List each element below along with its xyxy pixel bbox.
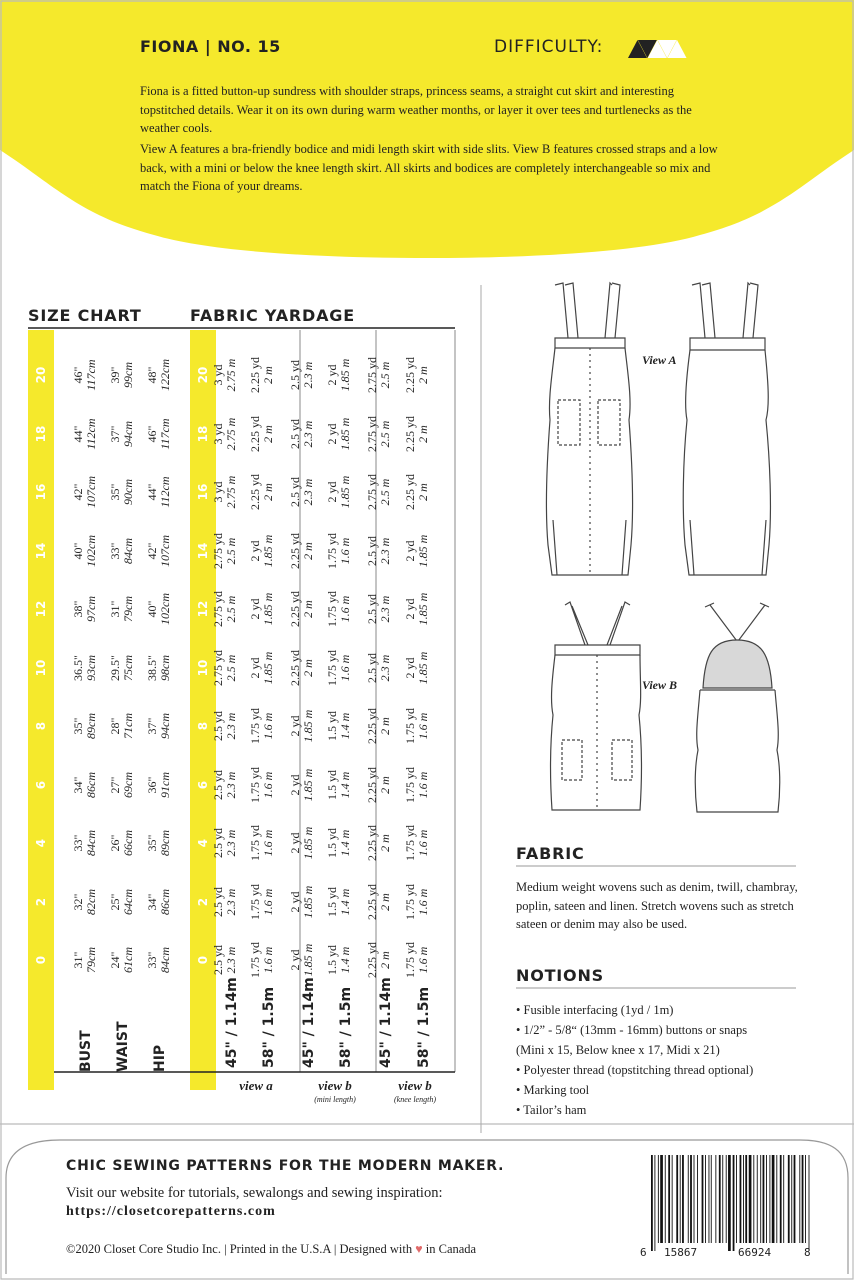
notion-item: (Mini x 15, Below knee x 17, Midi x 21): [516, 1043, 720, 1057]
barcode-bar: [805, 1155, 806, 1243]
yardage-value: 2 yd 1.85 m: [403, 534, 430, 567]
measurement-value: 42" 107cm: [71, 476, 98, 508]
yardage-value: 2.5 yd 2.3 m: [365, 535, 392, 566]
size-label: 14: [196, 542, 210, 559]
yardage-value: 1.75 yd 1.6 m: [248, 766, 275, 803]
size-label: 6: [196, 780, 210, 789]
view-a-back-illustration: [683, 283, 770, 575]
yardage-value: 2 yd 1.85 m: [248, 592, 275, 626]
size-label: 4: [196, 838, 210, 848]
barcode-bar: [688, 1155, 689, 1243]
fabric-description: Medium weight wovens such as denim, twill, chambray, poplin, sateen and linen. Stretch wovens such as stretch sateen or denim may also be used.: [516, 880, 798, 931]
intro-paragraph-2: View A features a bra-friendly bodice and midi length skirt with side slits. View B features crossed straps and a low back, with a mini or below the knee length skirt. All skirts and bodices are completely interchangeable so mix and match the Fiona of your dreams.: [140, 142, 718, 193]
fabric-width-label: 58" / 1.5m: [338, 986, 354, 1068]
barcode-bar: [658, 1155, 659, 1243]
measurement-label: WAIST: [115, 1021, 131, 1072]
yardage-value: 1.75 yd 1.6 m: [325, 532, 352, 569]
yardage-value: 2 yd 1.85 m: [248, 534, 275, 567]
size-label: 16: [34, 483, 48, 501]
difficulty-icon: [628, 40, 687, 58]
measurement-value: 29.5" 75cm: [108, 654, 135, 681]
barcode-bar: [665, 1155, 666, 1243]
barcode-digit-1: 6: [640, 1246, 647, 1259]
yardage-value: 2.25 yd 2 m: [248, 357, 275, 393]
measurement-value: 38.5" 98cm: [145, 654, 172, 681]
barcode-bar: [753, 1155, 754, 1243]
barcode-bar: [783, 1155, 784, 1243]
measurement-value: 40" 102cm: [71, 534, 98, 567]
yardage-value: 1.75 yd 1.6 m: [403, 708, 430, 744]
yardage-value: 2.25 yd 2 m: [365, 708, 392, 744]
measurement-value: 25" 64cm: [108, 888, 135, 915]
barcode-bar: [728, 1155, 731, 1251]
yardage-value: 1.75 yd 1.6 m: [403, 942, 430, 978]
yardage-value: 2 yd 1.85 m: [288, 943, 315, 977]
heart-icon: ♥: [415, 1242, 423, 1256]
measurement-value: 31" 79cm: [108, 596, 135, 622]
barcode-digit-group-1: 15867: [664, 1246, 698, 1259]
footer-copyright: [66, 1242, 476, 1257]
size-label: 14: [34, 542, 48, 559]
yardage-value: 2.75 yd 2.5 m: [211, 532, 238, 569]
barcode-bar: [697, 1155, 698, 1243]
measurement-value: 34" 86cm: [71, 771, 98, 798]
yardage-value: 2.25 yd 2 m: [288, 649, 315, 686]
barcode: [651, 1155, 809, 1251]
measurement-value: 35" 89cm: [71, 713, 98, 739]
barcode-bar: [788, 1155, 790, 1243]
footer-tagline: CHIC SEWING PATTERNS FOR THE MODERN MAKER.: [66, 1158, 505, 1174]
yardage-value: 2.75 yd 2.5 m: [211, 591, 238, 627]
yardage-value: 2.25 yd 2 m: [365, 766, 392, 803]
barcode-bar: [763, 1155, 765, 1243]
yardage-value: 2.75 yd 2.5 m: [365, 415, 392, 452]
size-label: 10: [196, 659, 210, 676]
view-column-label: view a: [239, 1078, 273, 1093]
yardage-value: 2.25 yd 2 m: [248, 415, 275, 452]
yardage-value: 1.5 yd 1.4 m: [325, 886, 352, 917]
size-label: 20: [34, 366, 48, 384]
notion-item: • Marking tool: [516, 1083, 590, 1097]
yardage-value: 2.5 yd 2.3 m: [211, 769, 238, 800]
yardage-value: 2.5 yd 2.3 m: [365, 652, 392, 683]
yardage-value: 2 yd 1.85 m: [248, 651, 275, 684]
measurement-value: 33" 84cm: [71, 830, 98, 856]
fabric-width-label: 58" / 1.5m: [416, 986, 432, 1068]
measurement-value: 26" 66cm: [108, 830, 135, 856]
size-label: 8: [34, 721, 48, 731]
canada-text: in Canada: [425, 1242, 477, 1256]
measurement-value: 48" 122cm: [145, 359, 172, 391]
size-label: 12: [34, 600, 48, 618]
barcode-bar: [694, 1155, 695, 1243]
yardage-value: 1.75 yd 1.6 m: [248, 883, 275, 920]
view-b-front-illustration: [551, 602, 642, 810]
yardage-value: 1.75 yd 1.6 m: [403, 766, 430, 803]
barcode-bar: [682, 1155, 684, 1243]
yardage-value: 2.75 yd 2.5 m: [365, 474, 392, 510]
yardage-value: 2 yd 1.85 m: [288, 826, 315, 860]
measurement-value: 33" 84cm: [145, 947, 172, 973]
measurement-value: 35" 89cm: [145, 830, 172, 856]
barcode-bar: [702, 1155, 704, 1243]
measurement-value: 38" 97cm: [71, 596, 98, 622]
footer-visit-text: Visit our website for tutorials, sewalongs and sewing inspiration:: [66, 1185, 443, 1201]
yardage-value: 1.5 yd 1.4 m: [325, 769, 352, 800]
yardage-value: 2.75 yd 2.5 m: [365, 357, 392, 393]
size-label: 16: [196, 483, 210, 501]
barcode-bar: [757, 1155, 758, 1243]
barcode-bar: [736, 1155, 737, 1243]
yardage-value: 1.75 yd 1.6 m: [403, 883, 430, 920]
size-label: 18: [196, 425, 210, 442]
view-a-front-illustration: [547, 283, 633, 575]
yardage-value: 2 yd 1.85 m: [325, 475, 352, 509]
notions-list: [516, 1000, 816, 1120]
view-column-sublabel: (mini length): [314, 1095, 356, 1104]
yardage-value: 2.5 yd 2.3 m: [365, 594, 392, 624]
yardage-value: 2.5 yd 2.3 m: [211, 828, 238, 858]
yardage-value: 2.5 yd 2.3 m: [211, 945, 238, 975]
measurement-value: 40" 102cm: [145, 593, 172, 625]
size-label: 18: [34, 425, 48, 442]
view-b-label: View B: [642, 678, 678, 692]
barcode-bar: [780, 1155, 782, 1243]
yardage-value: 2 yd 1.85 m: [288, 768, 315, 801]
measurement-value: 44" 112cm: [71, 417, 98, 450]
yardage-value: 2.25 yd 2 m: [248, 474, 275, 510]
size-label: 4: [34, 838, 48, 848]
barcode-bar: [733, 1155, 735, 1251]
yardage-value: 2.25 yd 2 m: [365, 883, 392, 920]
measurement-value: 27" 69cm: [108, 771, 135, 798]
copyright-text: ©2020 Closet Core Studio Inc. | Printed in the U.S.A | Designed with: [66, 1242, 413, 1256]
barcode-bar: [715, 1155, 716, 1243]
measurement-value: 36.5" 93cm: [71, 654, 98, 681]
yardage-value: 2 yd 1.85 m: [288, 885, 315, 918]
barcode-bar: [690, 1155, 692, 1243]
measurement-value: 39" 99cm: [108, 362, 135, 388]
barcode-bar: [709, 1155, 710, 1243]
view-b-back-illustration: [695, 603, 780, 812]
barcode-bar: [769, 1155, 770, 1243]
yardage-value: 2.25 yd 2 m: [403, 474, 430, 510]
notion-item: • Polyester thread (topstitching thread optional): [516, 1063, 754, 1077]
yardage-value: 2.5 yd 2.3 m: [288, 418, 315, 449]
yardage-value: 3 yd 2.75 m: [211, 475, 238, 509]
fabric-yardage-heading: FABRIC YARDAGE: [190, 306, 355, 325]
yardage-value: 2.5 yd 2.3 m: [288, 477, 315, 507]
yardage-value: 2 yd 1.85 m: [403, 592, 430, 626]
measurement-value: 46" 117cm: [71, 359, 98, 391]
yardage-value: 2 yd 1.85 m: [403, 651, 430, 684]
view-column-label: view b: [398, 1078, 432, 1093]
barcode-bar: [719, 1155, 721, 1243]
intro-paragraph-1: Fiona is a fitted button-up sundress with shoulder straps, princess seams, a straight cut skirt and interesting topstitched details. Wear it on its own during warm weather months, or layer it over tees and turtlenecks as the weather cools.: [140, 84, 692, 135]
barcode-bar: [651, 1155, 653, 1251]
size-label: 0: [34, 955, 48, 965]
yardage-value: 2.5 yd 2.3 m: [211, 886, 238, 917]
barcode-bar: [711, 1155, 712, 1243]
pattern-title: FIONA | NO. 15: [140, 37, 281, 56]
barcode-bar: [772, 1155, 775, 1243]
yardage-value: 2 yd 1.85 m: [325, 358, 352, 392]
measurement-value: 34" 86cm: [145, 888, 172, 915]
barcode-bar: [794, 1155, 796, 1243]
yardage-value: 2.25 yd 2 m: [288, 532, 315, 569]
yardage-value: 1.75 yd 1.6 m: [325, 649, 352, 686]
yardage-value: 1.75 yd 1.6 m: [325, 591, 352, 627]
barcode-bar: [749, 1155, 752, 1243]
measurement-value: 36" 91cm: [145, 771, 172, 798]
notion-item: • 1/2” - 5/8“ (13mm - 16mm) buttons or snaps: [516, 1023, 748, 1037]
barcode-bar: [740, 1155, 742, 1243]
measurement-label: BUST: [78, 1030, 94, 1072]
website-link[interactable]: https://closetcorepatterns.com: [66, 1204, 276, 1219]
size-label: 0: [196, 955, 210, 965]
measurement-value: 44" 112cm: [145, 476, 172, 508]
size-chart-heading: SIZE CHART: [28, 306, 142, 325]
fabric-width-label: 45" / 1.14m: [224, 977, 240, 1068]
barcode-bar: [802, 1155, 804, 1243]
yardage-value: 2.5 yd 2.3 m: [288, 360, 315, 390]
yardage-value: 2 yd 1.85 m: [325, 417, 352, 450]
yardage-value: 1.75 yd 1.6 m: [248, 942, 275, 978]
yardage-value: 3 yd 2.75 m: [211, 417, 238, 450]
yardage-value: 2.25 yd 2 m: [365, 825, 392, 861]
size-label: 6: [34, 780, 48, 789]
barcode-bar: [680, 1155, 681, 1243]
measurement-value: 37" 94cm: [108, 420, 135, 447]
size-label: 12: [196, 600, 210, 618]
measurement-value: 37" 94cm: [145, 713, 172, 739]
view-column-sublabel: (knee length): [394, 1095, 436, 1104]
yardage-value: 2 yd 1.85 m: [288, 709, 315, 743]
barcode-bar: [799, 1155, 800, 1243]
barcode-bar: [722, 1155, 723, 1243]
barcode-bar: [776, 1155, 777, 1243]
size-label: 2: [196, 897, 210, 906]
yardage-value: 2.25 yd 2 m: [288, 591, 315, 627]
barcode-bar: [766, 1155, 767, 1243]
measurement-value: 35" 90cm: [108, 479, 135, 505]
size-label: 2: [34, 897, 48, 906]
barcode-bar: [676, 1155, 678, 1243]
yardage-value: 1.75 yd 1.6 m: [248, 708, 275, 744]
notion-item: • Tailor’s ham: [516, 1103, 587, 1117]
fabric-width-label: 58" / 1.5m: [261, 986, 277, 1068]
measurement-value: 42" 107cm: [145, 534, 172, 567]
yardage-value: 2.25 yd 2 m: [403, 357, 430, 393]
barcode-bar: [745, 1155, 747, 1243]
barcode-bar: [809, 1155, 810, 1251]
view-column-label: view b: [318, 1078, 352, 1093]
size-label: 20: [196, 366, 210, 384]
yardage-value: 2.75 yd 2.5 m: [211, 649, 238, 686]
yardage-value: 1.5 yd 1.4 m: [325, 711, 352, 741]
fabric-heading: FABRIC: [516, 844, 585, 863]
yardage-value: 2.25 yd 2 m: [403, 415, 430, 452]
difficulty-label: DIFFICULTY:: [494, 37, 604, 57]
fabric-width-label: 45" / 1.14m: [378, 977, 394, 1068]
measurement-label: HIP: [152, 1044, 168, 1072]
barcode-bar: [660, 1155, 663, 1243]
notions-heading: NOTIONS: [516, 966, 604, 985]
yardage-value: 3 yd 2.75 m: [211, 358, 238, 392]
measurement-value: 31" 79cm: [71, 947, 98, 973]
barcode-digit-2: 8: [804, 1246, 811, 1259]
measurement-value: 33" 84cm: [108, 537, 135, 564]
barcode-bar: [791, 1155, 792, 1243]
barcode-bar: [743, 1155, 744, 1243]
yardage-value: 1.75 yd 1.6 m: [248, 825, 275, 861]
measurement-value: 32" 82cm: [71, 888, 98, 915]
yardage-value: 1.5 yd 1.4 m: [325, 945, 352, 975]
yardage-value: 1.5 yd 1.4 m: [325, 828, 352, 858]
barcode-bar: [668, 1155, 670, 1243]
yardage-value: 2.5 yd 2.3 m: [211, 711, 238, 741]
barcode-bar: [654, 1155, 655, 1251]
barcode-bar: [672, 1155, 673, 1243]
measurement-value: 46" 117cm: [145, 417, 172, 450]
barcode-bar: [705, 1155, 706, 1243]
fabric-width-label: 45" / 1.14m: [301, 977, 317, 1068]
notion-item: • Fusible interfacing (1yd / 1m): [516, 1003, 674, 1017]
yardage-value: 2.25 yd 2 m: [365, 942, 392, 978]
size-label: 8: [196, 721, 210, 731]
view-a-label: View A: [642, 353, 677, 367]
size-label: 10: [34, 659, 48, 676]
measurement-value: 24" 61cm: [108, 947, 135, 973]
yardage-value: 1.75 yd 1.6 m: [403, 825, 430, 861]
barcode-bar: [760, 1155, 761, 1243]
barcode-digit-group-2: 66924: [738, 1246, 772, 1259]
barcode-bar: [726, 1155, 727, 1243]
measurement-value: 28" 71cm: [108, 713, 135, 739]
